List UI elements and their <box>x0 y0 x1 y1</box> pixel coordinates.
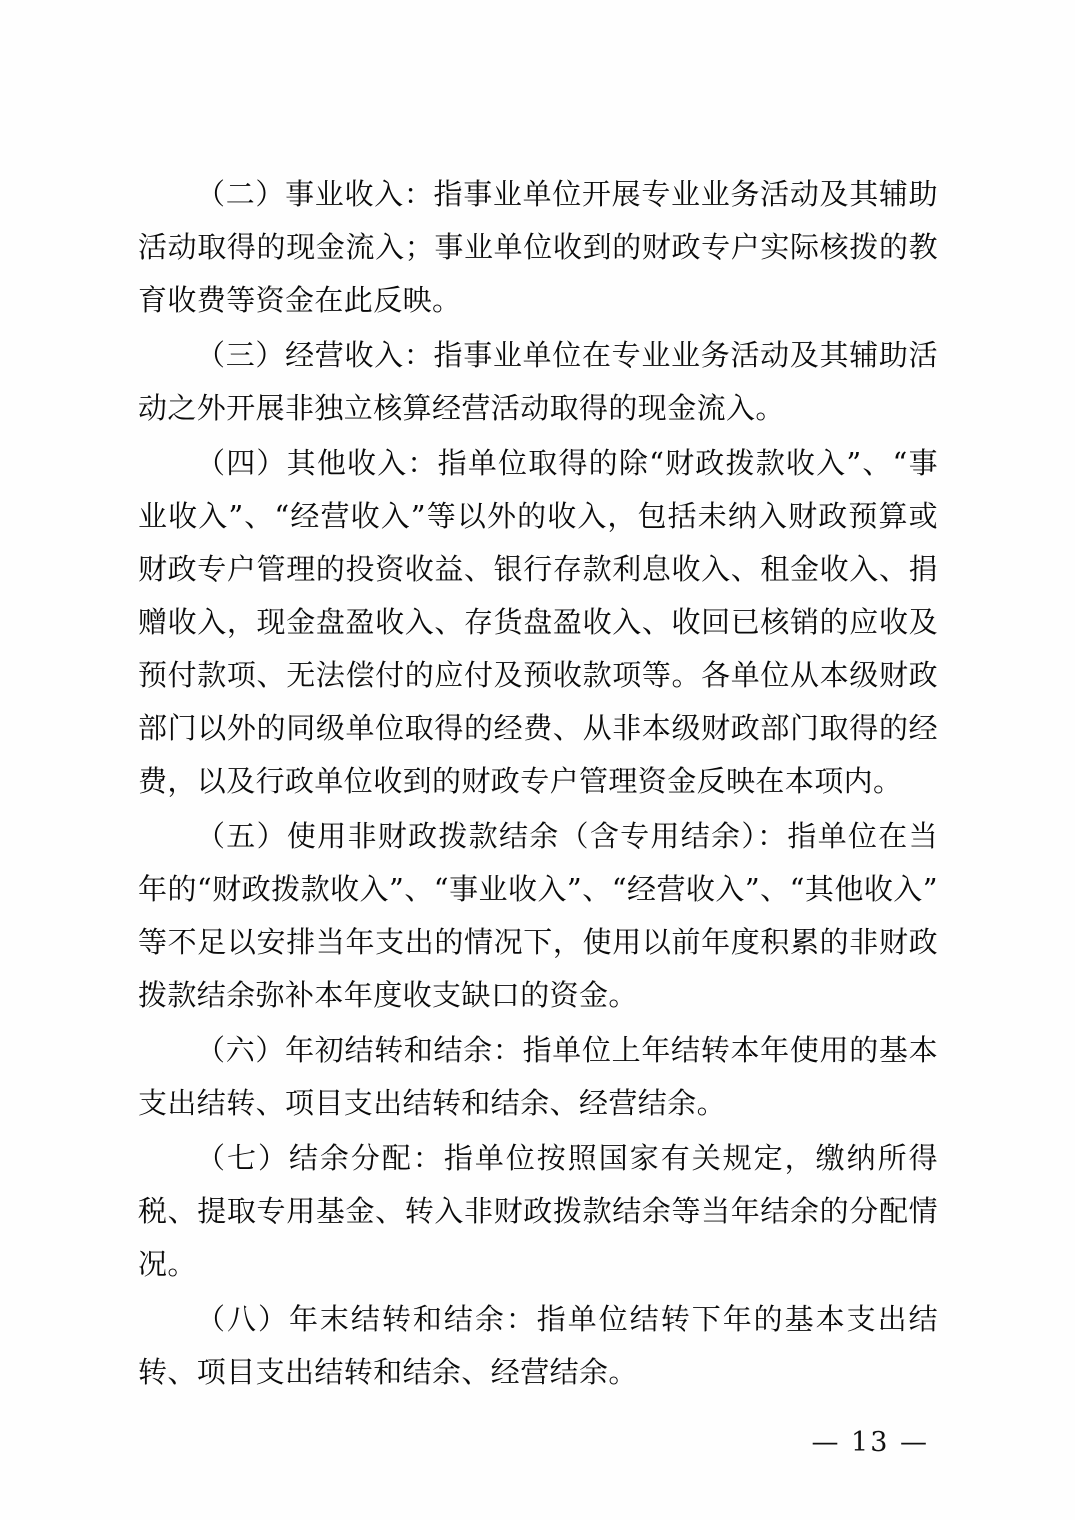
paragraph: （六）年初结转和结余：指单位上年结转本年使用的基本支出结转、项目支出结转和结余、经营结余。 <box>138 1033 938 1120</box>
paragraph: （二）事业收入：指事业单位开展专业业务活动及其辅助活动取得的现金流入；事业单位收到的财政专户实际核拨的教育收费等资金在此反映。 <box>138 177 938 317</box>
paragraph: （五）使用非财政拨款结余（含专用结余）：指单位在当年的“财政拨款收入”、“事业收入”、“经营收入”、“其他收入”等不足以安排当年支出的情况下，使用以前年度积累的非财政拨款结余弥补本年度收支缺口的资金。 <box>138 819 938 1012</box>
page-number: — 13 — <box>811 1427 929 1458</box>
paragraph: （七）结余分配：指单位按照国家有关规定，缴纳所得税、提取专用基金、转入非财政拨款结余等当年结余的分配情况。 <box>138 1141 938 1281</box>
paragraph: （八）年末结转和结余：指单位结转下年的基本支出结转、项目支出结转和结余、经营结余。 <box>138 1302 938 1389</box>
document-body <box>138 168 938 1399</box>
paragraph: （三）经营收入：指事业单位在专业业务活动及其辅助活动之外开展非独立核算经营活动取得的现金流入。 <box>138 338 938 425</box>
paragraph: （四）其他收入：指单位取得的除“财政拨款收入”、“事业收入”、“经营收入”等以外的收入，包括未纳入财政预算或财政专户管理的投资收益、银行存款利息收入、租金收入、捐赠收入，现金盘盈收入、存货盘盈收入、收回已核销的应收及预付款项、无法偿付的应付及预收款项等。各单位从本级财政部门以外的同级单位取得的经费、从非本级财政部门取得的经费，以及行政单位收到的财政专户管理资金反映在本项内。 <box>138 446 938 798</box>
